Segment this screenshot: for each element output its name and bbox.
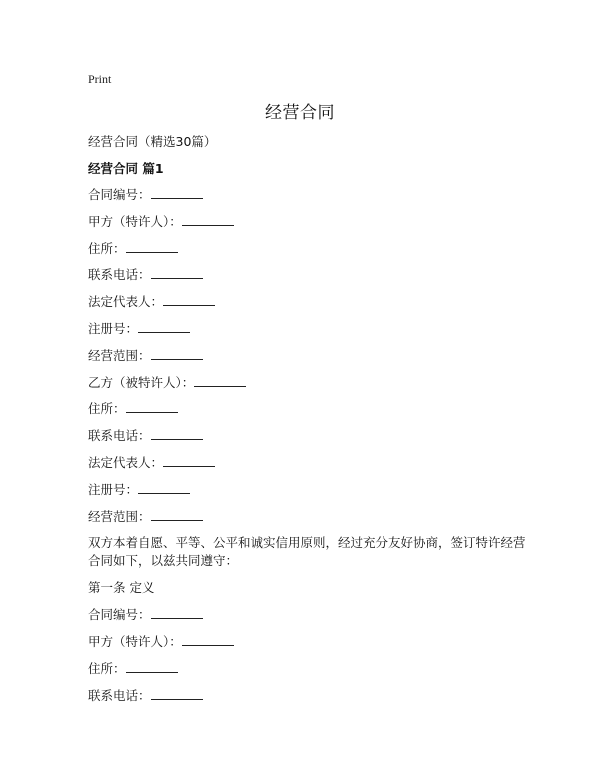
- blank-line: [151, 687, 203, 700]
- field-label: 甲方（特许人）：: [88, 633, 182, 649]
- form-field-line: [88, 400, 528, 427]
- contract-body: [88, 186, 528, 713]
- blank-line: [126, 240, 178, 253]
- print-link[interactable]: Print: [88, 72, 112, 86]
- field-label: 法定代表人：: [88, 454, 164, 470]
- article-heading: 第一条 定义: [88, 580, 155, 596]
- blank-line: [138, 481, 190, 494]
- blank-line: [163, 293, 215, 306]
- form-field-line: [88, 293, 528, 320]
- field-label: 注册号：: [88, 320, 139, 336]
- form-field-line: [88, 481, 528, 508]
- field-label: 联系电话：: [88, 267, 151, 283]
- field-label: 甲方（特许人）：: [88, 213, 182, 229]
- field-label: 住所：: [88, 660, 126, 676]
- field-label: 住所：: [88, 240, 126, 256]
- field-label: 联系电话：: [88, 428, 151, 444]
- form-field-line: [88, 660, 528, 687]
- field-label: 合同编号：: [88, 187, 151, 202]
- blank-line: [182, 213, 234, 226]
- field-label: 住所：: [88, 401, 126, 417]
- page-title: 经营合同: [265, 103, 335, 123]
- field-label: 联系电话：: [88, 687, 151, 703]
- blank-line: [126, 400, 178, 413]
- field-label: 法定代表人：: [88, 294, 164, 310]
- form-field-line: [88, 454, 528, 481]
- form-field-line: [88, 266, 528, 293]
- blank-line: [151, 347, 203, 360]
- field-label: 经营范围：: [88, 508, 151, 524]
- form-field-line: [88, 240, 528, 267]
- section-heading: 经营合同 篇1: [88, 161, 164, 176]
- form-field-line: [88, 606, 528, 633]
- form-field-line: [88, 508, 528, 535]
- blank-line: [182, 633, 234, 646]
- form-field-line: [88, 427, 528, 454]
- form-field-line: [88, 186, 528, 213]
- blank-line: [151, 266, 203, 279]
- blank-line: [138, 320, 190, 333]
- document-subtitle: 经营合同（精选30篇）: [88, 134, 217, 149]
- agreement-paragraph: 双方本着自愿、平等、公平和诚实信用原则，经过充分友好协商，签订特许经营合同如下，以兹共同遵守：: [88, 535, 526, 569]
- form-field-line: [88, 320, 528, 347]
- form-field-line: [88, 374, 528, 401]
- form-field-line: [88, 633, 528, 660]
- field-label: 经营范围：: [88, 347, 151, 363]
- form-field-line: [88, 213, 528, 240]
- field-label: 注册号：: [88, 481, 139, 497]
- form-field-line: [88, 687, 528, 714]
- blank-line: [151, 508, 203, 521]
- blank-line: [151, 606, 203, 619]
- blank-line: [194, 374, 246, 387]
- blank-line: [151, 186, 203, 199]
- field-label: 乙方（被特许人）：: [88, 374, 195, 390]
- blank-line: [126, 660, 178, 673]
- form-field-line: [88, 347, 528, 374]
- field-label: 合同编号：: [88, 607, 151, 623]
- blank-line: [151, 427, 203, 440]
- blank-line: [163, 454, 215, 467]
